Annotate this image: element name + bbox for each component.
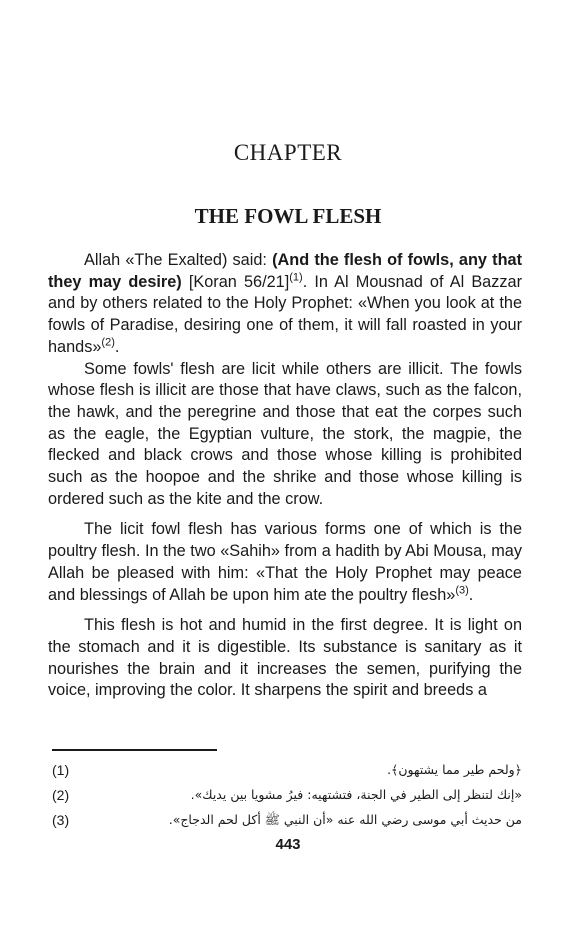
paragraph-3-text: The licit fowl flesh has various forms one of which is the poultry flesh. In the two «Sahih» from a hadith by Abi Mousa, may Allah be pleased with him: «That the Holy Prophet may peace and blessings of Allah be upon him ate the poultry flesh» xyxy=(48,520,522,604)
body-text xyxy=(48,250,522,702)
footnote-ref-2: (2) xyxy=(101,336,115,349)
paragraph-1-end: . xyxy=(114,337,120,356)
footnote-3 xyxy=(52,812,522,834)
footnote-2 xyxy=(52,787,522,809)
paragraph-2: Some fowls' flesh are licit while others are illicit. The fowls whose flesh is illicit are those that have claws, such as the falcon, the hawk, and the peregrine and those that eat the corpes such as the eagle, the Egyptian vulture, the stork, the magpie, the flecked and black crows and those whose killing is prohibited such as the hoopoe and the shrike and those whose killing is ordered such as the kite and the crow. xyxy=(48,359,522,508)
paragraph-3 xyxy=(48,519,522,606)
footnote-1 xyxy=(52,762,522,784)
footnote-ref-3: (3) xyxy=(455,584,469,597)
page-number: 443 xyxy=(275,836,301,853)
paragraph-3-end: . xyxy=(468,585,474,604)
footnote-text: «إنك لتنظر إلى الطير في الجنة، فتشتهيه: فيرُ مشويا بين يديك». xyxy=(190,787,522,802)
footnote-number: (3) xyxy=(52,812,70,828)
footnote-ref-1: (1) xyxy=(289,271,303,284)
koran-reference: [Koran 56/21] xyxy=(181,272,290,291)
chapter-heading: CHAPTER xyxy=(233,140,343,165)
footnote-text: ﴿ولحم طير مما يشتهون﴾. xyxy=(387,762,522,777)
footnote-divider xyxy=(52,749,217,751)
koran-quote: (And the flesh of fowls, any that they may desire) xyxy=(48,251,522,291)
footnote-number: (1) xyxy=(52,762,70,778)
footnote-text: من حديث أبي موسى رضي الله عنه «أن النبي ﷺ أكل لحم الدجاج». xyxy=(168,812,522,827)
paragraph-1 xyxy=(48,250,522,359)
paragraph-1-rest: . In Al Mousnad of Al Bazzar and by others related to the Holy Prophet: «When you look at the fowls of Paradise, desiring one of them, it will fall roasted in your hands» xyxy=(48,272,522,356)
paragraph-4: This flesh is hot and humid in the first degree. It is light on the stomach and it is digestible. Its substance is sanitary as it nourishes the brain and it increases the semen, purifying the voice, improving the color. It sharpens the spirit and breeds a xyxy=(48,616,522,700)
footnote-number: (2) xyxy=(52,787,70,803)
paragraph-1-intro: Allah «The Exalted) said: xyxy=(84,251,273,269)
chapter-title: THE FOWL FLESH xyxy=(194,204,382,228)
